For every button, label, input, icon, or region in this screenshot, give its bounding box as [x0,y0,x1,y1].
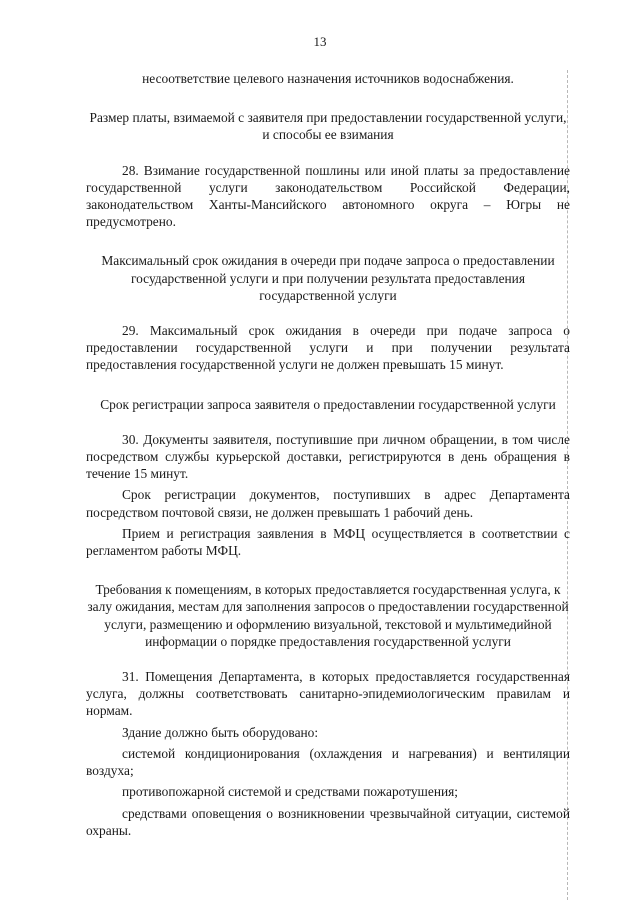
paragraph-31-equip: Здание должно быть оборудовано: [122,724,319,740]
paragraph-30-mfc: Прием и регистрация заявления в МФЦ осуществляется в соответствии с регламентом работы МФЦ. [86,525,570,559]
paragraph-28: 28. Взимание государственной пошлины или иной платы за предоставление государственной услуги законодательством Российской Федерации, законодательством Ханты-Мансийского автономного округа – Югры не предусмотрено. [86,162,570,230]
paragraph-30-mail: Срок регистрации документов, поступивших в адрес Департамента посредством почтовой связи, не должен превышать 1 рабочий день. [86,487,570,520]
document-body [86,70,570,839]
paragraph-31-c: средствами оповещения о возникновении чрезвычайной ситуации, системой охраны. [86,805,570,838]
premises-heading: Требования к помещениям, в которых предоставляется государственная услуга, к залу ожидания, местам для заполнения запросов о предоставлении государственной услуги, размещению и оформлению визуальной, текстовой и мультимедийной информации о порядке предоставления государственной услуги [87,582,569,649]
paragraph-30: 30. Документы заявителя, поступившие при личном обращении, в том числе посредством службы курьерской доставки, регистрируются в день обращения в течение 15 минут. [86,431,570,482]
paragraph-31: 31. Помещения Департамента, в которых предоставляется государственная услуга, должны соответствовать санитарно-эпидемиологическим правилам и нормам. [86,669,570,719]
fee-heading: Размер платы, взимаемой с заявителя при предоставлении государственной услуги, и способы ее взимания [89,110,567,143]
paragraph-31-b: противопожарной системой и средствами пожаротушения; [122,784,459,800]
page-number: 13 [313,34,327,49]
paragraph-31-a: системой кондиционирования (охлаждения и нагревания) и вентиляции воздуха; [86,745,570,779]
intro-line: несоответствие целевого назначения источников водоснабжения. [142,71,514,86]
paragraph-29: 29. Максимальный срок ожидания в очереди при подаче запроса о предоставлении государственной услуги и при получении результата предоставления государственной услуги не должен превышать 15 минут. [86,323,570,373]
registration-heading: Срок регистрации запроса заявителя о предоставлении государственной услуги [100,396,556,412]
wait-heading: Максимальный срок ожидания в очереди при подаче запроса о предоставлении государственной услуги и при получении результата предоставления государственной услуги [101,253,555,303]
